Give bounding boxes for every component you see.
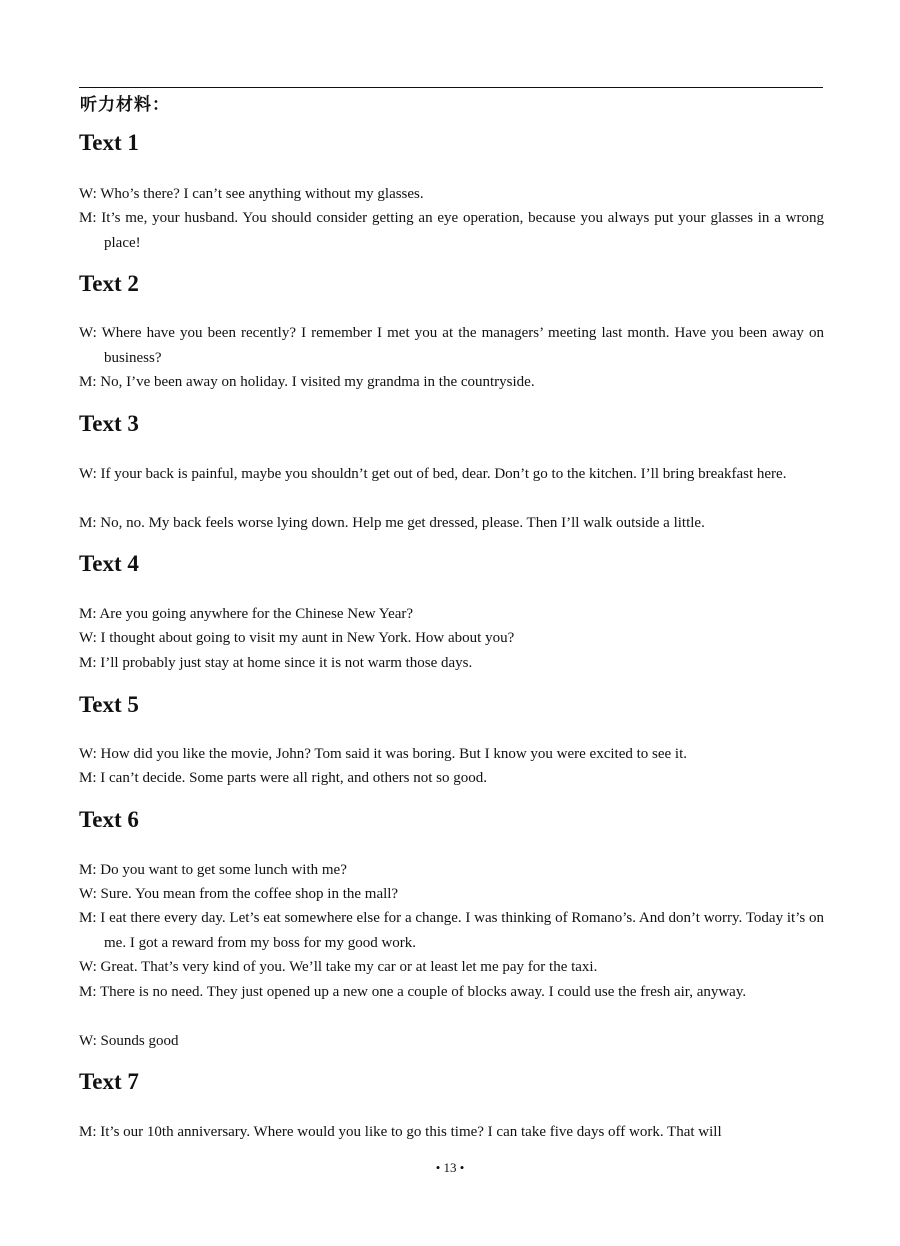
dialogue-line: W: Great. That’s very kind of you. We’ll take my car or at least let me pay for the taxi. (79, 959, 598, 975)
section-title-text-4: Text 4 (79, 551, 139, 576)
dialogue-line: W: Who’s there? I can’t see anything without my glasses. (79, 186, 424, 202)
section-title-text-1: Text 1 (79, 130, 139, 155)
dialogue-line: W: I thought about going to visit my aunt in New York. How about you? (79, 630, 515, 646)
section-title-text-3: Text 3 (79, 411, 139, 436)
dialogue-line: M: No, I’ve been away on holiday. I visited my grandma in the countryside. (79, 374, 535, 390)
dialogue-line: W: Sounds good (79, 1033, 179, 1049)
dialogue-line: M: There is no need. They just opened up a new one a couple of blocks away. I could use the fresh air, anyway. (79, 984, 747, 1000)
dialogue-line: M: No, no. My back feels worse lying down. Help me get dressed, please. Then I’ll walk outside a little. (79, 515, 705, 531)
dialogue-line: M: Do you want to get some lunch with me? (79, 862, 347, 878)
dialogue-line: M: Are you going anywhere for the Chinese New Year? (79, 606, 414, 622)
dialogue-line: W: How did you like the movie, John? Tom said it was boring. But I know you were excited to see it. (79, 746, 688, 762)
header-rule (79, 87, 823, 88)
dialogue-line: W: Where have you been recently? I remember I met you at the managers’ meeting last month. Have you been away on business? (79, 325, 824, 366)
dialogue-line: M: I eat there every day. Let’s eat somewhere else for a change. I was thinking of Romano’s. And don’t worry. Today it’s on me. I got a reward from my boss for my good work. (79, 910, 824, 951)
page-heading: 听力材料： (80, 95, 170, 115)
section-title-text-7: Text 7 (79, 1069, 139, 1094)
section-title-text-6: Text 6 (79, 807, 139, 832)
dialogue-line: M: It’s me, your husband. You should consider getting an eye operation, because you always put your glasses in a wrong place! (79, 210, 824, 251)
dialogue-line: M: It’s our 10th anniversary. Where would you like to go this time? I can take five days off work. That will (79, 1124, 722, 1140)
dialogue-line: W: If your back is painful, maybe you shouldn’t get out of bed, dear. Don’t go to the kitchen. I’ll bring breakfast here. (79, 466, 787, 482)
dialogue-line: M: I can’t decide. Some parts were all right, and others not so good. (79, 770, 487, 786)
section-title-text-5: Text 5 (79, 692, 139, 717)
dialogue-line: W: Sure. You mean from the coffee shop in the mall? (79, 886, 399, 902)
page-number: • 13 • (435, 1160, 465, 1175)
section-title-text-2: Text 2 (79, 271, 139, 296)
dialogue-line: M: I’ll probably just stay at home since it is not warm those days. (79, 655, 473, 671)
